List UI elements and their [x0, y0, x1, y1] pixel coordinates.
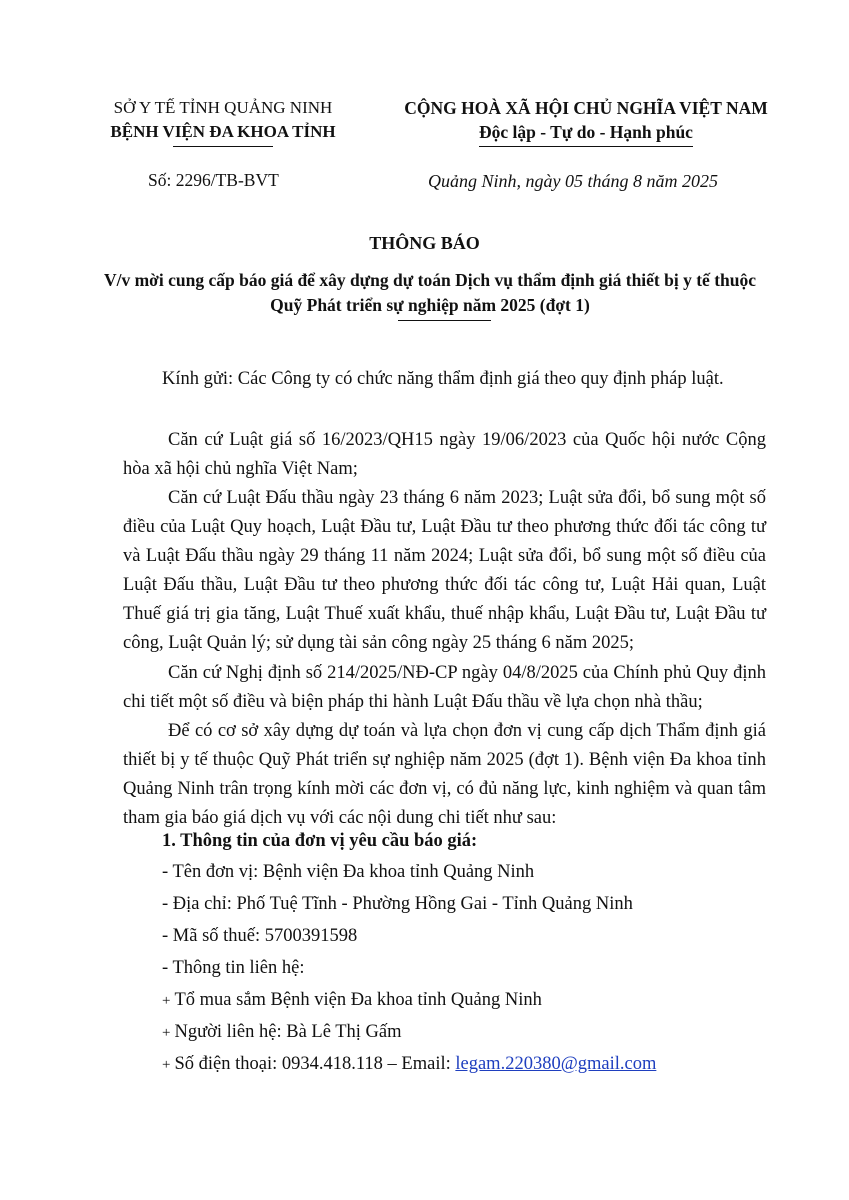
tax-code-line: - Mã số thuế: 5700391598 [162, 926, 358, 946]
org-line-ministry: SỞ Y TẾ TỈNH QUẢNG NINH [113, 98, 333, 117]
contact-person-line [162, 1022, 402, 1043]
email-link[interactable]: legam.220380@gmail.com [455, 1054, 657, 1074]
unit-name-line: - Tên đơn vị: Bệnh viện Đa khoa tỉnh Quảng Ninh [162, 862, 535, 882]
issuing-organization [78, 96, 368, 147]
subject-underline [398, 320, 491, 321]
document-number: Số: 2296/TB-BVT [148, 170, 279, 190]
document-title: THÔNG BÁO [369, 233, 480, 253]
org-underline [173, 146, 273, 147]
contact-phone-email-line [162, 1054, 656, 1075]
document-subject: V/v mời cung cấp báo giá để xây dựng dự toán Dịch vụ thẩm định giá thiết bị y tế thuộc Quỹ Phát triển sự nghiệp năm 2025 (đợt 1) [103, 270, 757, 315]
bullet-plus: + [162, 993, 171, 1009]
paragraph-invitation: Để có cơ sở xây dựng dự toán và lựa chọn đơn vị cung cấp dịch Thẩm định giá thiết bị y tế thuộc Quỹ Phát triển sự nghiệp năm 2025 (đợt 1). Bệnh viện Đa khoa tỉnh Quảng Ninh trân trọng kính mời các đơn vị, có đủ năng lực, kinh nghiệm và quan tâm tham gia báo giá dịch vụ với các nội dung chi tiết như sau: [123, 721, 766, 828]
recipient-line: Kính gửi: Các Công ty có chức năng thẩm định giá theo quy định pháp luật. [162, 369, 724, 389]
phone-text: Số điện thoại: 0934.418.118 – Email: [174, 1054, 456, 1074]
org-line-hospital: BỆNH VIỆN ĐA KHOA TỈNH [110, 122, 336, 141]
paragraph-legal-basis-decree: Căn cứ Nghị định số 214/2025/NĐ-CP ngày 04/8/2025 của Chính phủ Quy định chi tiết một số điều và biện pháp thi hành Luật Đấu thầu về lựa chọn nhà thầu; [123, 663, 766, 712]
paragraph-legal-basis-bidding-law: Căn cứ Luật Đấu thầu ngày 23 tháng 6 năm 2023; Luật sửa đổi, bổ sung một số điều của Luật Quy hoạch, Luật Đầu tư, Luật Đầu tư theo phương thức đối tác công tư và Luật Đấu thầu ngày 29 tháng 11 năm 2024; Luật sửa đổi, bổ sung một số điều của Luật Đấu thầu, Luật Đầu tư theo phương thức đối tác công tư, Luật Hải quan, Luật Thuế giá trị gia tăng, Luật Thuế xuất khẩu, thuế nhập khẩu, Luật Đầu tư, Luật Đầu tư công, Luật Quản lý; sử dụng tài sản công ngày 25 tháng 6 năm 2025; [123, 488, 766, 653]
national-header [380, 96, 792, 147]
contact-group-text: Tổ mua sắm Bệnh viện Đa khoa tỉnh Quảng Ninh [174, 990, 542, 1010]
contact-heading-line: - Thông tin liên hệ: [162, 958, 305, 978]
contact-group-line [162, 990, 542, 1011]
national-motto: Độc lập - Tự do - Hạnh phúc [479, 120, 693, 147]
place-and-date: Quảng Ninh, ngày 05 tháng 8 năm 2025 [428, 171, 718, 191]
bullet-plus: + [162, 1057, 171, 1073]
bullet-plus: + [162, 1025, 171, 1041]
paragraph-legal-basis-price-law: Căn cứ Luật giá số 16/2023/QH15 ngày 19/06/2023 của Quốc hội nước Cộng hòa xã hội chủ nghĩa Việt Nam; [123, 430, 766, 479]
address-line: - Địa chỉ: Phố Tuệ Tĩnh - Phường Hồng Gai - Tỉnh Quảng Ninh [162, 894, 633, 914]
country-name: CỘNG HOÀ XÃ HỘI CHỦ NGHĨA VIỆT NAM [404, 98, 768, 118]
contact-person-text: Người liên hệ: Bà Lê Thị Gấm [174, 1022, 402, 1042]
section-1-heading: 1. Thông tin của đơn vị yêu cầu báo giá: [162, 831, 478, 851]
